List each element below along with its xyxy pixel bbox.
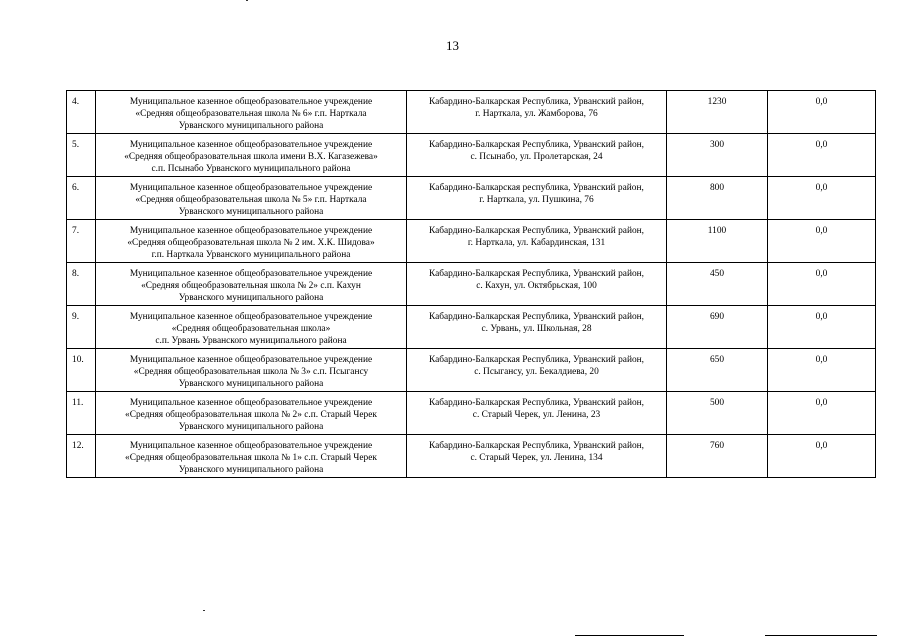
value-secondary: 0,0 <box>768 177 876 220</box>
value-secondary: 0,0 <box>768 91 876 134</box>
value-primary: 800 <box>667 177 768 220</box>
institution-name-line: «Средняя общеобразовательная школа № 2 им. Х.К. Шидова» <box>127 238 375 248</box>
institution-address-line: Кабардино-Балкарская Республика, Урванский район, <box>428 226 645 236</box>
institution-address-line: с. Псыгансу, ул. Бекалдиева, 20 <box>474 367 599 377</box>
institution-address-line: с. Кахун, ул. Октябрьская, 100 <box>476 281 597 291</box>
institution-name <box>96 349 407 392</box>
row-number: 10. <box>67 349 96 392</box>
institution-address-line: Кабардино-Балкарская Республика, Урванский район, <box>428 441 645 451</box>
institutions-table <box>66 90 876 478</box>
institution-name-line: «Средняя общеобразовательная школа № 1» с.п. Старый Черек <box>125 453 377 463</box>
institution-address <box>407 263 667 306</box>
institution-name-line: Урванского муниципального района <box>178 207 324 217</box>
institution-name-line: Урванского муниципального района <box>178 379 324 389</box>
row-number: 4. <box>67 91 96 134</box>
value-secondary: 0,0 <box>768 134 876 177</box>
institution-name-line: «Средняя общеобразовательная школа № 6» г.п. Нарткала <box>135 109 367 119</box>
institution-address-line: Кабардино-Балкарская Республика, Урванский район, <box>428 269 645 279</box>
row-number: 5. <box>67 134 96 177</box>
institution-name-line: Муниципальное казенное общеобразовательное учреждение <box>129 398 373 408</box>
value-primary: 650 <box>667 349 768 392</box>
institution-name-line: «Средняя общеобразовательная школа № 2» с.п. Старый Черек <box>125 410 377 420</box>
table-row <box>67 134 876 177</box>
institution-address <box>407 349 667 392</box>
value-primary: 450 <box>667 263 768 306</box>
row-number: 12. <box>67 435 96 478</box>
institution-name-line: г.п. Нарткала Урванского муниципального района <box>151 250 351 260</box>
institution-name <box>96 91 407 134</box>
table-row <box>67 91 876 134</box>
institution-address <box>407 306 667 349</box>
institution-name-line: Урванского муниципального района <box>178 293 324 303</box>
table-row <box>67 220 876 263</box>
page-number: 13 <box>446 38 459 53</box>
value-primary: 760 <box>667 435 768 478</box>
scan-speck <box>203 610 205 611</box>
value-primary: 500 <box>667 392 768 435</box>
table-row <box>67 177 876 220</box>
institution-name <box>96 220 407 263</box>
institution-name-line: с.п. Псынабо Урванского муниципального района <box>151 164 351 174</box>
table-row <box>67 263 876 306</box>
value-primary: 1100 <box>667 220 768 263</box>
institution-address <box>407 91 667 134</box>
signature-line-left <box>575 635 684 636</box>
institution-address-line: с. Старый Черек, ул. Ленина, 134 <box>470 453 603 463</box>
row-number: 7. <box>67 220 96 263</box>
institution-name <box>96 392 407 435</box>
value-primary: 690 <box>667 306 768 349</box>
scan-speck <box>246 0 248 1</box>
institution-name-line: Муниципальное казенное общеобразовательное учреждение <box>129 441 373 451</box>
institution-name-line: Муниципальное казенное общеобразовательное учреждение <box>129 226 373 236</box>
institution-name <box>96 134 407 177</box>
value-secondary: 0,0 <box>768 306 876 349</box>
institution-address-line: г. Нарткала, ул. Кабардинская, 131 <box>467 238 606 248</box>
institution-address-line: Кабардино-Балкарская Республика, Урванский район, <box>428 355 645 365</box>
institution-name-line: Муниципальное казенное общеобразовательное учреждение <box>129 140 373 150</box>
institution-address-line: с. Псынабо, ул. Пролетарская, 24 <box>470 152 603 162</box>
institution-address-line: Кабардино-Балкарская Республика, Урванский район, <box>428 140 645 150</box>
institution-address-line: г. Нарткала, ул. Пушкина, 76 <box>479 195 594 205</box>
institution-name-line: Урванского муниципального района <box>178 121 324 131</box>
institution-name-line: «Средняя общеобразовательная школа № 2» с.п. Кахун <box>141 281 361 291</box>
institution-address <box>407 392 667 435</box>
institution-address-line: Кабардино-Балкарская Республика, Урванский район, <box>428 312 645 322</box>
institution-name <box>96 177 407 220</box>
table-row <box>67 435 876 478</box>
institution-name-line: Муниципальное казенное общеобразовательное учреждение <box>129 269 373 279</box>
institution-address <box>407 220 667 263</box>
value-primary: 300 <box>667 134 768 177</box>
institution-address-line: Кабардино-Балкарская Республика, Урванский район, <box>428 97 645 107</box>
institution-name-line: Урванского муниципального района <box>178 465 324 475</box>
signature-line-right <box>765 635 877 636</box>
value-secondary: 0,0 <box>768 392 876 435</box>
institution-name <box>96 435 407 478</box>
institution-address <box>407 435 667 478</box>
institution-name-line: Муниципальное казенное общеобразовательное учреждение <box>129 355 373 365</box>
value-secondary: 0,0 <box>768 220 876 263</box>
value-secondary: 0,0 <box>768 263 876 306</box>
institution-address-line: Кабардино-Балкарская Республика, Урванский район, <box>428 398 645 408</box>
institution-name-line: Муниципальное казенное общеобразовательное учреждение <box>129 183 373 193</box>
value-secondary: 0,0 <box>768 435 876 478</box>
row-number: 8. <box>67 263 96 306</box>
institution-address-line: Кабардино-Балкарская республика, Урванский район, <box>429 183 644 193</box>
institution-name-line: Муниципальное казенное общеобразовательное учреждение <box>129 312 373 322</box>
table-row <box>67 349 876 392</box>
institution-name-line: с.п. Урвань Урванского муниципального района <box>155 336 347 346</box>
row-number: 9. <box>67 306 96 349</box>
value-primary: 1230 <box>667 91 768 134</box>
institution-address <box>407 177 667 220</box>
institution-address <box>407 134 667 177</box>
table-body <box>67 91 876 478</box>
institution-address-line: г. Нарткала, ул. Жамборова, 76 <box>475 109 598 119</box>
row-number: 6. <box>67 177 96 220</box>
table-row <box>67 306 876 349</box>
institution-name-line: Муниципальное казенное общеобразовательное учреждение <box>129 97 373 107</box>
institution-name <box>96 306 407 349</box>
row-number: 11. <box>67 392 96 435</box>
institution-name-line: «Средняя общеобразовательная школа № 5» г.п. Нарткала <box>135 195 367 205</box>
table-row <box>67 392 876 435</box>
institution-address-line: с. Старый Черек, ул. Ленина, 23 <box>472 410 601 420</box>
institution-name <box>96 263 407 306</box>
institution-name-line: Урванского муниципального района <box>178 422 324 432</box>
value-secondary: 0,0 <box>768 349 876 392</box>
institution-address-line: с. Урвань, ул. Школьная, 28 <box>481 324 592 334</box>
institution-name-line: «Средняя общеобразовательная школа № 3» с.п. Псыгансу <box>133 367 369 377</box>
institution-name-line: «Средняя общеобразовательная школа имени В.Х. Кагазежева» <box>124 152 378 162</box>
institution-name-line: «Средняя общеобразовательная школа» <box>171 324 331 334</box>
